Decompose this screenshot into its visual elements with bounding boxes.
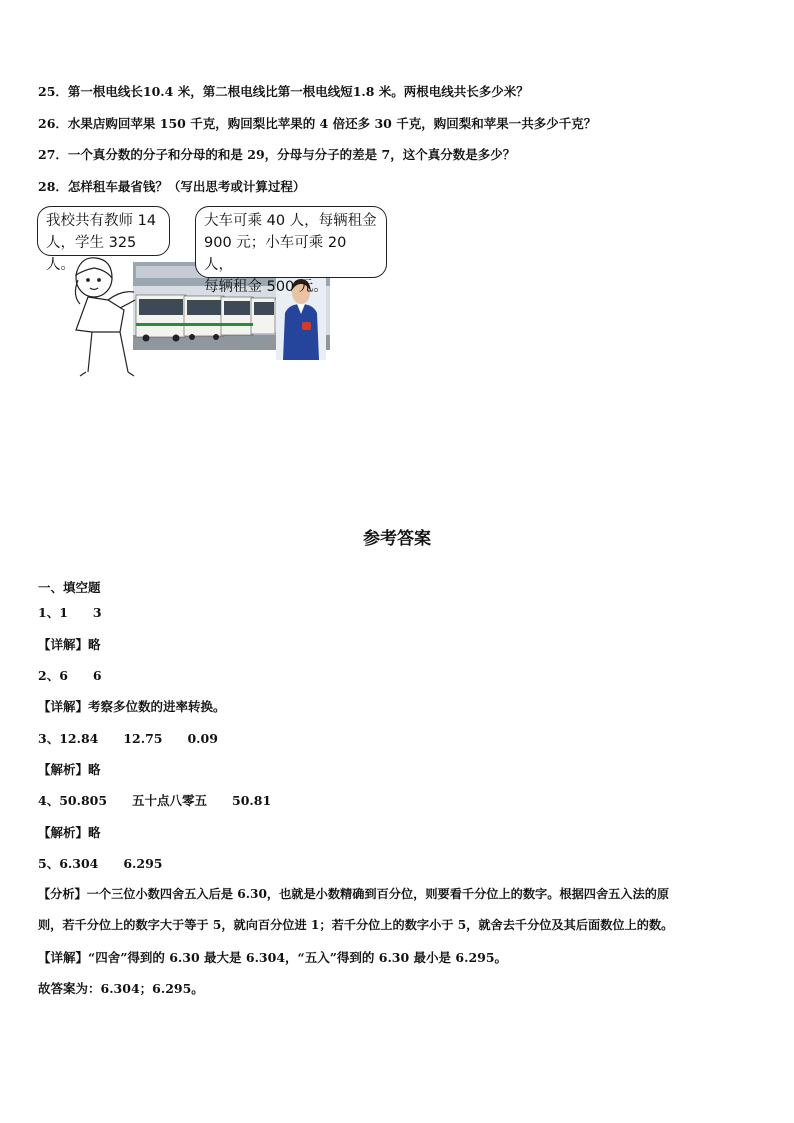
answer-5-conclusion: 故答案为：6.304；6.295。: [38, 981, 204, 996]
answer-3-detail: 【解析】略: [38, 762, 101, 777]
question-26: 26．水果店购回苹果 150 千克，购回梨比苹果的 4 倍还多 30 千克，购回梨和苹果一共多少千克？: [38, 116, 597, 131]
answer-5-analysis-1: 【分析】一个三位小数四舍五入后是 6.30，也就是小数精确到百分位，则要看千分位上的数字。根据四舍五入法的原: [38, 887, 670, 901]
speech-bubble-teacher: [37, 206, 170, 273]
question-25: 25．第一根电线长10.4 米，第二根电线比第一根电线短1.8 米。两根电线共长多少米？: [38, 84, 529, 99]
answer-4-detail: 【解析】略: [38, 825, 101, 840]
answer-4: 4、50.805 五十点八零五 50.81: [38, 793, 272, 808]
answer-5-analysis-2: 则，若千分位上的数字大于等于 5，就向百分位进 1；若千分位上的数字小于 5，就舍去千分位及其后面数位上的数。: [38, 918, 674, 932]
bubble-conductor-line-3: 每辆租金 500 元。: [204, 279, 328, 295]
bubble-conductor-line-1: 大车可乘 40 人，每辆租金: [204, 213, 377, 229]
bubble-conductor-line-2: 900 元；小车可乘 20 人，: [204, 235, 347, 273]
answer-5-detail: 【详解】“四舍”得到的 6.30 最大是 6.304，“五入”得到的 6.30 最小是 6.295。: [38, 950, 508, 965]
answer-1-detail: 【详解】略: [38, 637, 101, 652]
bubble-teacher-line-2: 人，学生 325 人。: [46, 235, 137, 273]
answer-2: 2、6 6: [38, 668, 102, 683]
answers-title: 参考答案: [363, 529, 431, 549]
question-28: 28．怎样租车最省钱？（写出思考或计算过程）: [38, 179, 306, 194]
bubble-teacher-line-1: 我校共有教师 14: [46, 213, 157, 229]
answer-5: 5、6.304 6.295: [38, 856, 163, 871]
answer-3: 3、12.84 12.75 0.09: [38, 731, 218, 746]
question-27: 27．一个真分数的分子和分母的和是 29，分母与分子的差是 7，这个真分数是多少？: [38, 147, 516, 162]
answer-1: 1、1 3: [38, 605, 102, 620]
section-heading: 一、填空题: [38, 580, 101, 595]
speech-bubble-conductor: [195, 206, 387, 295]
answer-2-detail: 【详解】考察多位数的进率转换。: [38, 699, 226, 714]
